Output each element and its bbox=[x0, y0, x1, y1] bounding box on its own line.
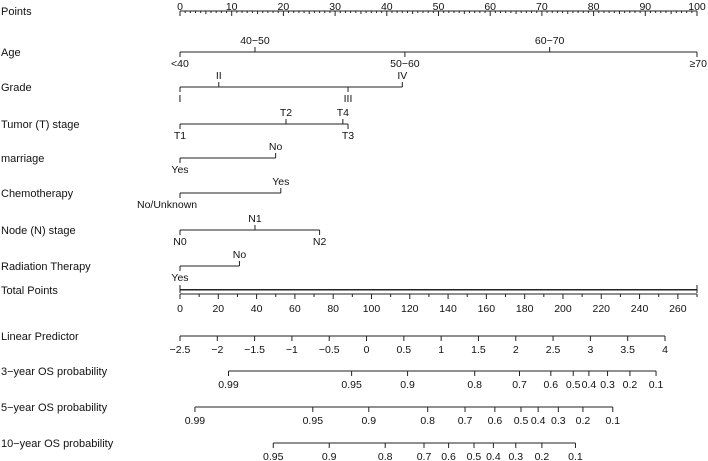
5-year-os-probability-tick-label: 0.9 bbox=[361, 415, 377, 427]
points-tick-label: 40 bbox=[380, 1, 393, 13]
5-year-os-probability-tick-label: 0.6 bbox=[487, 415, 503, 427]
total-points-tick-label: 120 bbox=[401, 303, 419, 315]
chemotherapy-level-label: Yes bbox=[272, 176, 290, 188]
linear-predictor-tick-label: 1.5 bbox=[471, 344, 486, 356]
points-tick-label: 20 bbox=[277, 1, 290, 13]
3-year-os-probability-tick-label: 0.99 bbox=[218, 379, 239, 391]
grade-level-label: II bbox=[215, 70, 222, 82]
3-year-os-probability-row-label: 3−year OS probability bbox=[1, 366, 108, 378]
points-tick-label: 100 bbox=[688, 1, 706, 13]
linear-predictor-tick-label: 1 bbox=[438, 344, 445, 356]
10-year-os-probability-tick-label: 0.95 bbox=[263, 451, 284, 461]
5-year-os-probability-tick-label: 0.99 bbox=[184, 415, 206, 427]
node-n-stage-row-label: Node (N) stage bbox=[1, 225, 76, 237]
linear-predictor-tick-label: −2 bbox=[211, 344, 224, 356]
tumor-t-stage-row-label: Tumor (T) stage bbox=[1, 119, 80, 131]
radiation-therapy-level-label: Yes bbox=[171, 272, 189, 284]
total-points-tick-label: 80 bbox=[327, 303, 340, 315]
chemotherapy-row-label: Chemotherapy bbox=[1, 188, 74, 200]
age-level-label: <40 bbox=[171, 58, 189, 70]
points-tick-label: 30 bbox=[329, 1, 341, 13]
linear-predictor-tick-label: −1.5 bbox=[244, 344, 265, 356]
marriage-row-label: marriage bbox=[1, 153, 45, 165]
points-tick-label: 0 bbox=[177, 1, 183, 13]
grade-level-label: III bbox=[343, 93, 353, 105]
total-points-row-label: Total Points bbox=[1, 285, 58, 297]
5-year-os-probability-tick-label: 0.2 bbox=[575, 415, 591, 427]
10-year-os-probability-row-label: 10−year OS probability bbox=[1, 438, 114, 450]
age-level-label: 50−60 bbox=[390, 58, 420, 70]
3-year-os-probability-tick-label: 0.6 bbox=[543, 379, 559, 391]
node-n-stage-level-label: N0 bbox=[173, 236, 187, 248]
total-points-tick-label: 200 bbox=[554, 303, 572, 315]
marriage-level-label: Yes bbox=[171, 164, 189, 176]
total-points-tick-label: 100 bbox=[362, 303, 381, 315]
5-year-os-probability-tick-label: 0.8 bbox=[420, 415, 436, 427]
3-year-os-probability-tick-label: 0.3 bbox=[600, 379, 615, 391]
total-points-tick-label: 140 bbox=[439, 303, 457, 315]
tumor-t-stage-level-label: T3 bbox=[341, 130, 355, 142]
total-points-tick-label: 40 bbox=[250, 303, 263, 315]
10-year-os-probability-tick-label: 0.1 bbox=[568, 451, 583, 461]
total-points-tick-label: 180 bbox=[515, 303, 534, 315]
points-tick-label: 70 bbox=[536, 1, 548, 13]
linear-predictor-tick-label: 2.5 bbox=[545, 344, 561, 356]
3-year-os-probability-tick-label: 0.5 bbox=[565, 379, 581, 391]
3-year-os-probability-tick-label: 0.95 bbox=[341, 379, 362, 391]
10-year-os-probability-tick-label: 0.2 bbox=[534, 451, 550, 461]
total-points-tick-label: 20 bbox=[212, 303, 225, 315]
linear-predictor-row-label: Linear Predictor bbox=[1, 331, 79, 343]
3-year-os-probability-tick-label: 0.1 bbox=[648, 379, 664, 391]
grade-row-label: Grade bbox=[1, 82, 32, 94]
points-tick-label: 90 bbox=[639, 1, 652, 13]
age-level-label: ≥70 bbox=[689, 58, 707, 70]
linear-predictor-tick-label: −0.5 bbox=[318, 344, 340, 356]
chemotherapy-level-label: No/Unknown bbox=[137, 199, 198, 211]
total-points-tick-label: 160 bbox=[477, 303, 496, 315]
points-tick-label: 60 bbox=[484, 1, 497, 13]
node-n-stage-level-label: N1 bbox=[248, 213, 262, 225]
10-year-os-probability-tick-label: 0.3 bbox=[508, 451, 524, 461]
linear-predictor-tick-label: 0.5 bbox=[396, 344, 412, 356]
age-level-label: 40−50 bbox=[240, 35, 270, 47]
total-points-tick-label: 0 bbox=[177, 303, 183, 315]
linear-predictor-tick-label: 0 bbox=[363, 344, 370, 356]
tumor-t-stage-level-label: T1 bbox=[173, 130, 187, 142]
age-row-label: Age bbox=[1, 47, 21, 59]
tumor-t-stage-level-label: T4 bbox=[336, 107, 349, 119]
3-year-os-probability-tick-label: 0.4 bbox=[581, 379, 597, 391]
10-year-os-probability-tick-label: 0.4 bbox=[486, 451, 501, 461]
10-year-os-probability-tick-label: 0.6 bbox=[441, 451, 456, 461]
5-year-os-probability-row-label: 5−year OS probability bbox=[1, 402, 108, 414]
3-year-os-probability-tick-label: 0.2 bbox=[622, 379, 638, 391]
linear-predictor-tick-label: 3.5 bbox=[620, 344, 635, 356]
10-year-os-probability-tick-label: 0.9 bbox=[321, 451, 337, 461]
5-year-os-probability-tick-label: 0.3 bbox=[550, 415, 566, 427]
total-points-tick-label: 240 bbox=[630, 303, 649, 315]
3-year-os-probability-tick-label: 0.9 bbox=[400, 379, 415, 391]
points-tick-label: 80 bbox=[587, 1, 600, 13]
points-tick-label: 50 bbox=[432, 1, 445, 13]
3-year-os-probability-tick-label: 0.8 bbox=[467, 379, 483, 391]
10-year-os-probability-tick-label: 0.5 bbox=[466, 451, 482, 461]
total-points-tick-label: 60 bbox=[289, 303, 301, 315]
points-row-label: Points bbox=[1, 6, 32, 18]
radiation-therapy-row-label: Radiation Therapy bbox=[1, 261, 91, 273]
tumor-t-stage-level-label: T2 bbox=[279, 107, 293, 119]
linear-predictor-tick-label: −2.5 bbox=[169, 344, 191, 356]
total-points-tick-label: 260 bbox=[669, 303, 687, 315]
linear-predictor-tick-label: 4 bbox=[662, 344, 668, 356]
points-tick-label: 10 bbox=[225, 1, 238, 13]
10-year-os-probability-tick-label: 0.7 bbox=[416, 451, 432, 461]
node-n-stage-level-label: N2 bbox=[312, 236, 327, 248]
grade-level-label: IV bbox=[397, 70, 408, 82]
age-level-label: 60−70 bbox=[534, 35, 565, 47]
linear-predictor-tick-label: −1 bbox=[285, 344, 298, 356]
5-year-os-probability-tick-label: 0.1 bbox=[605, 415, 621, 427]
5-year-os-probability-tick-label: 0.4 bbox=[530, 415, 546, 427]
grade-level-label: I bbox=[178, 93, 182, 105]
5-year-os-probability-tick-label: 0.5 bbox=[513, 415, 529, 427]
linear-predictor-tick-label: 2 bbox=[512, 344, 519, 356]
10-year-os-probability-tick-label: 0.8 bbox=[377, 451, 393, 461]
5-year-os-probability-tick-label: 0.7 bbox=[457, 415, 473, 427]
total-points-tick-label: 220 bbox=[592, 303, 611, 315]
linear-predictor-tick-label: 3 bbox=[587, 344, 594, 356]
3-year-os-probability-tick-label: 0.7 bbox=[512, 379, 527, 391]
marriage-level-label: No bbox=[268, 141, 283, 153]
5-year-os-probability-tick-label: 0.95 bbox=[302, 415, 324, 427]
radiation-therapy-level-label: No bbox=[232, 249, 247, 261]
